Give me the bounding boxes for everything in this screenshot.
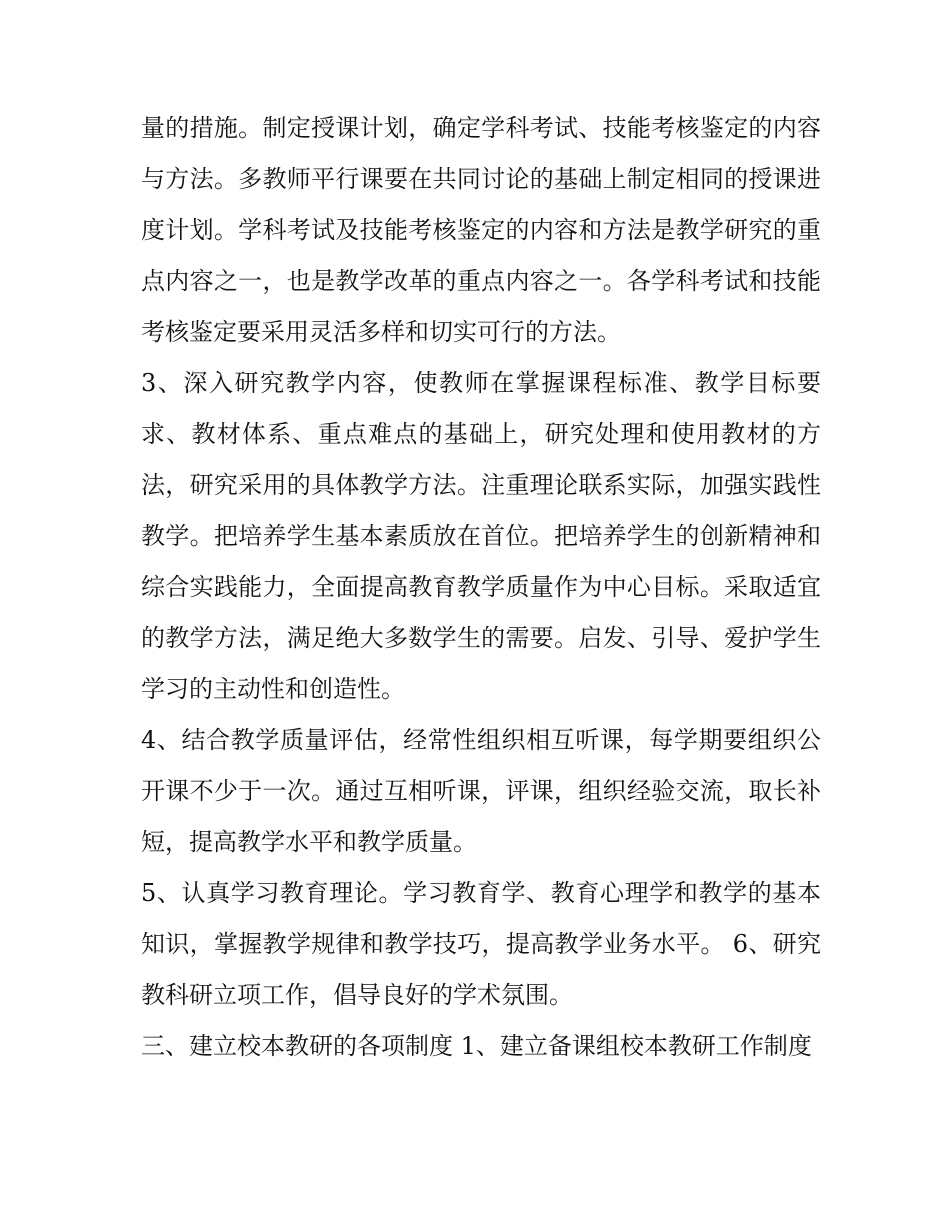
paragraph-item-3: 3、深入研究教学内容，使教师在掌握课程标准、教学目标要求、教材体系、重点难点的基础上，研究处理和使用教材的方法，研究采用的具体教学方法。注重理论联系实际，加强实践性教学。把培养学生基本素质放在首位。把培养学生的创新精神和综合实践能力，全面提高教育教学质量作为中心目标。采取适宜的教学方法，满足绝大多数学生的需要。启发、引导、爱护学生学习的主动性和创造性。 [141, 369, 821, 703]
paragraph-measures: 量的措施。制定授课计划，确定学科考试、技能考核鉴定的内容与方法。多教师平行课要在共同讨论的基础上制定相同的授课进度计划。学科考试及技能考核鉴定的内容和方法是教学研究的重点内容之一，也是教学改革的重点内容之一。各学科考试和技能考核鉴定要采用灵活多样和切实可行的方法。 [141, 114, 821, 346]
section-heading-3: 三、建立校本教研的各项制度 1、建立备课组校本教研工作制度 [141, 1032, 812, 1060]
paragraph-item-4: 4、结合教学质量评估，经常性组织相互听课，每学期要组织公开课不少于一次。通过互相听课，评课，组织经验交流，取长补短，提高教学水平和教学质量。 [141, 726, 821, 856]
document-page [141, 103, 821, 1072]
paragraph-item-5: 5、认真学习教育理论。学习教育学、教育心理学和教学的基本知识，掌握教学规律和教学技巧，提高教学业务水平。 6、研究教科研立项工作，倡导良好的学术氛围。 [141, 879, 821, 1009]
